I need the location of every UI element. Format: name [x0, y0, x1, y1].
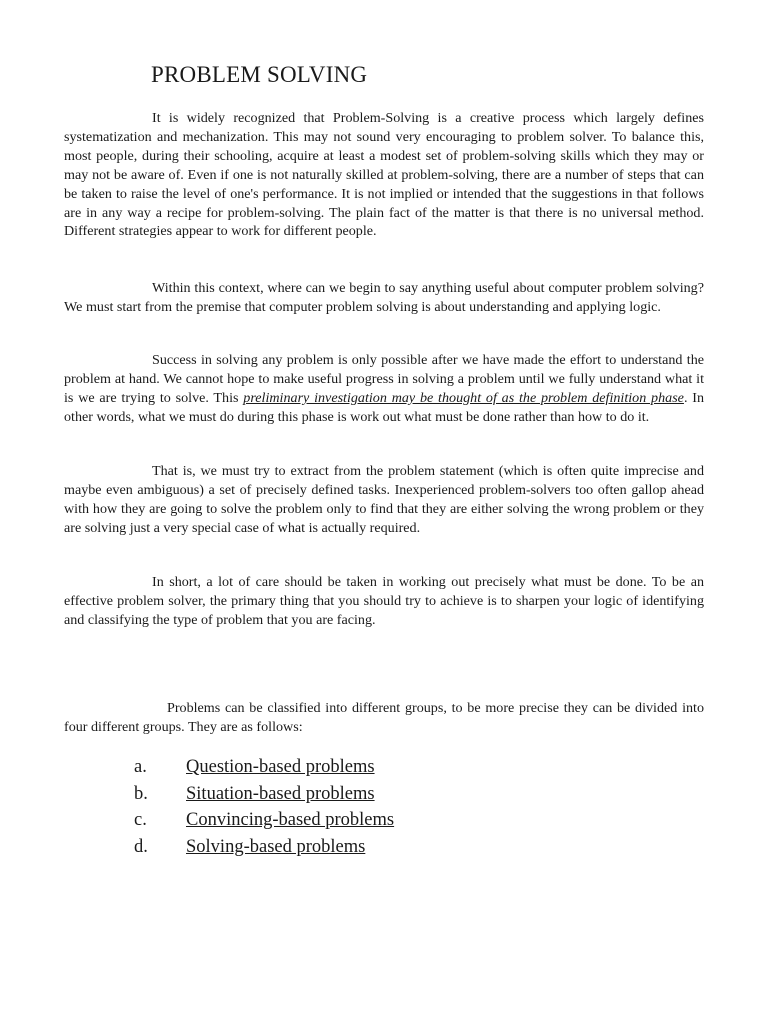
paragraph-text: Success in solving any problem is only possible after we have made the effort to understand the problem at hand. We cannot hope to make useful progress in solving a problem until we fully understand what it is we are trying to solve. This — [64, 352, 704, 406]
paragraph-text: That is, we must try to extract from the problem statement (which is often quite imprecise and maybe even ambiguous) a set of precisely defined tasks. Inexperienced problem-solvers too often gallop ahead with how they are going to solve the problem only to find that they are either solving the wrong problem or they are solving just a very special case of what is actually required. — [64, 463, 704, 536]
paragraph-text: It is widely recognized that Problem-Solving is a creative process which largely defines systematization and mechanization. This may not sound very encouraging to problem solver. To balance this, most people, during their schooling, acquire at least a modest set of problem-solving skills which they may or may not be aware of. Even if one is not naturally skilled at problem-solving, there are a number of steps that can be taken to raise the level of one's performance. It is not implied or intended that the suggestions in that follows are in any way a recipe for problem-solving. The plain fact of the matter is that there is no universal method. Different strategies appear to work for different people. — [64, 110, 704, 240]
list-item — [134, 781, 394, 808]
list-item-text: Situation-based problems — [186, 783, 375, 804]
list-marker: a. — [134, 757, 147, 777]
list-marker: c. — [134, 810, 147, 830]
page-title: PROBLEM SOLVING — [151, 62, 368, 87]
list-item — [134, 834, 394, 861]
emphasized-phrase: preliminary investigation may be thought of as the problem definition phase — [243, 389, 684, 406]
problem-types-list — [134, 754, 394, 860]
paragraph-text: In short, a lot of care should be taken in working out precisely what must be done. To be an effective problem solver, the primary thing that you should try to achieve is to sharpen your logic of identifying and classifying the type of problem that you are facing. — [64, 574, 704, 628]
paragraph-text: Problems can be classified into different groups, to be more precise they can be divided into four different groups. They are as follows: — [64, 700, 704, 735]
list-marker: b. — [134, 783, 148, 804]
paragraph-intro — [64, 109, 704, 241]
paragraph-classification — [64, 699, 704, 737]
list-marker: d. — [134, 836, 148, 857]
paragraph-extract-tasks — [64, 462, 704, 538]
list-item-text: Convincing-based problems — [186, 810, 395, 830]
paragraph-summary — [64, 573, 704, 630]
paragraph-definition-phase — [64, 351, 704, 427]
paragraph-text: Within this context, where can we begin to say anything useful about computer problem solving? We must start from the premise that computer problem solving is about understanding and applying logic. — [64, 280, 704, 315]
paragraph-context — [64, 279, 704, 317]
list-item — [134, 807, 394, 834]
list-item-text: Solving-based problems — [186, 836, 366, 857]
list-item — [134, 754, 394, 781]
list-item-text: Question-based problems — [186, 757, 375, 777]
paragraph-text: . In other words, what we must do during this phase is work out what must be done rather than how to do it. — [64, 389, 704, 425]
